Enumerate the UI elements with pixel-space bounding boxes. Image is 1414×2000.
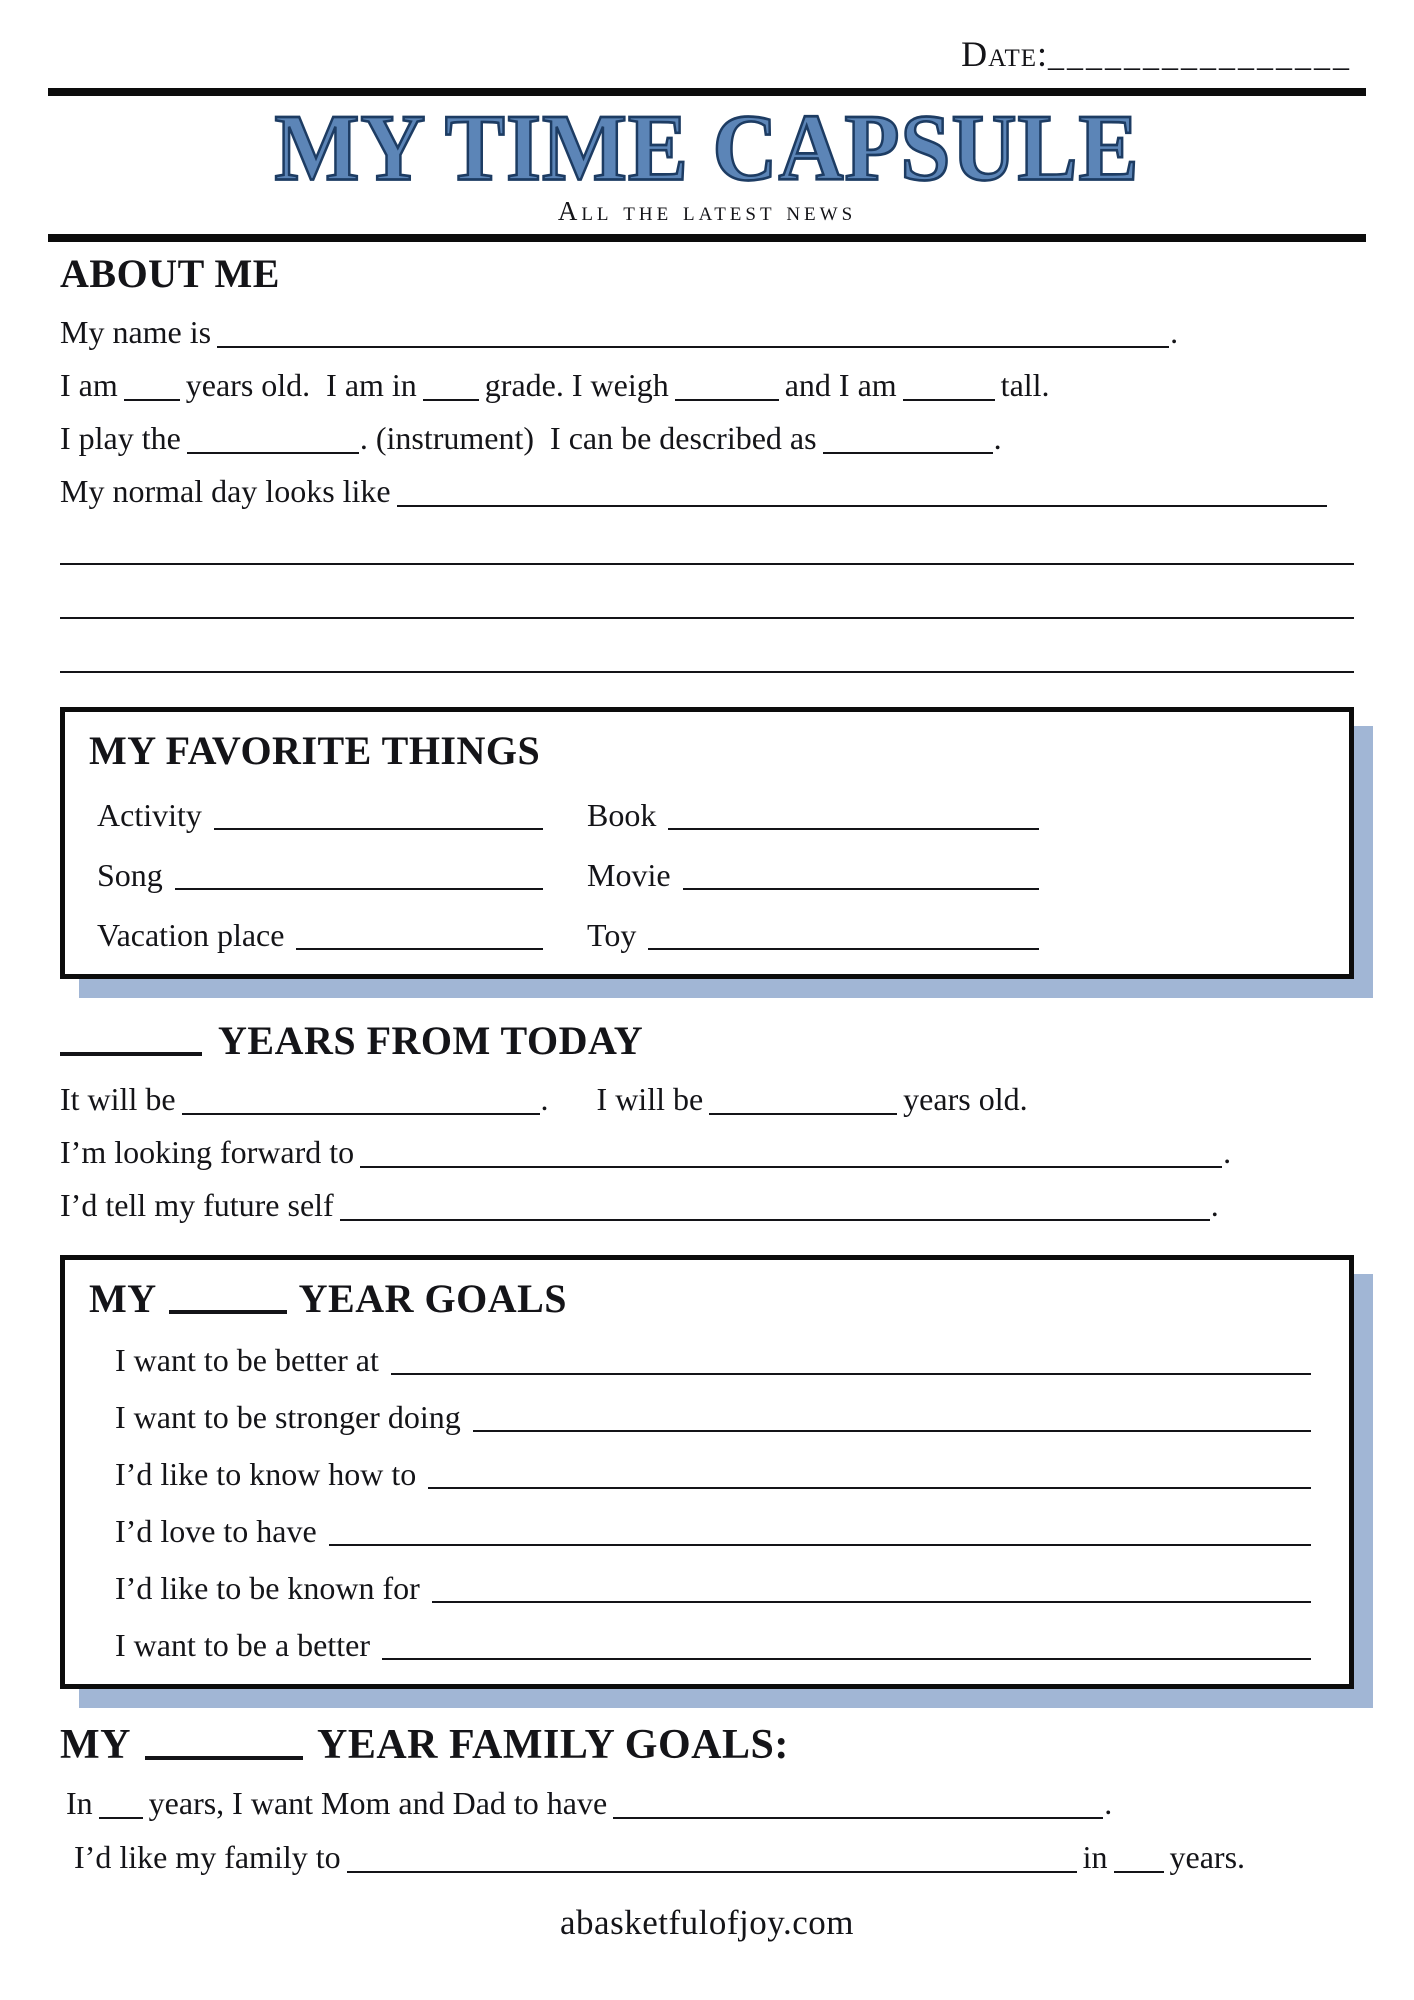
future-heading	[60, 1017, 1354, 1065]
age-suffix: years old.	[185, 366, 311, 403]
favorite-toy-field	[587, 914, 1039, 956]
family-like-blank	[347, 1841, 1077, 1873]
goal-row	[89, 1510, 1319, 1552]
describe-label: I can be described as	[550, 419, 817, 456]
age-label: I am	[60, 366, 118, 403]
goal-love-to-have-blank	[329, 1544, 1311, 1546]
family-in-period: .	[1104, 1784, 1113, 1821]
iwillbe-label: I will be	[596, 1080, 704, 1117]
website-footer: abasketfulofjoy.com	[560, 1902, 854, 1942]
toy-label: Toy	[587, 916, 637, 953]
about-line-day	[60, 471, 1354, 511]
age-blank	[124, 369, 180, 401]
activity-label: Activity	[97, 796, 202, 833]
family-goals-heading	[60, 1719, 1354, 1771]
goal-better-at-label: I want to be better at	[115, 1341, 379, 1378]
toy-blank	[648, 948, 1039, 950]
date-blank: ________________	[1048, 37, 1352, 73]
height-suffix: tall.	[1000, 366, 1050, 403]
favorites-row	[89, 914, 1319, 956]
favorites-heading: MY FAVORITE THINGS	[89, 727, 541, 773]
song-label: Song	[97, 856, 163, 893]
family-heading-pre: MY	[60, 1721, 131, 1768]
goal-love-to-have-label: I’d love to have	[115, 1512, 317, 1549]
vacation-place-label: Vacation place	[97, 916, 285, 953]
family-in-suffix: years, I want Mom and Dad to have	[148, 1784, 608, 1821]
future-line-forward	[60, 1132, 1354, 1172]
favorites-row	[89, 854, 1319, 896]
goal-row	[89, 1567, 1319, 1609]
weight-suffix: and I am	[784, 366, 897, 403]
future-line-tell	[60, 1185, 1354, 1225]
goal-known-for-label: I’d like to be known for	[115, 1569, 420, 1606]
name-label: My name is	[60, 313, 212, 350]
masthead	[60, 95, 1354, 228]
instrument-suffix: . (instrument)	[359, 419, 535, 456]
favorite-activity-field	[97, 794, 543, 836]
goal-row	[89, 1453, 1319, 1495]
goal-better-at-blank	[391, 1373, 1311, 1375]
normal-day-blank	[397, 475, 1327, 507]
family-parents-blank	[613, 1787, 1103, 1819]
grade-label: I am in	[326, 366, 417, 403]
goal-row	[89, 1624, 1319, 1666]
favorite-movie-field	[587, 854, 1039, 896]
goals-heading-pre: MY	[89, 1275, 157, 1321]
book-label: Book	[587, 796, 657, 833]
name-blank	[217, 316, 1169, 348]
year-goals-box	[60, 1255, 1354, 1689]
song-blank	[175, 888, 543, 890]
goal-row	[89, 1396, 1319, 1438]
writing-line	[60, 617, 1354, 619]
itwillbe-period: .	[540, 1080, 549, 1117]
writing-line	[60, 563, 1354, 565]
goal-know-how-blank	[428, 1487, 1311, 1489]
family-line-parents	[60, 1783, 1354, 1823]
instrument-label: I play the	[60, 419, 181, 456]
future-years-blank	[60, 1022, 202, 1056]
book-blank	[668, 828, 1039, 830]
masthead-rule	[48, 234, 1366, 242]
movie-blank	[683, 888, 1039, 890]
page-title: MY TIME CAPSULE	[274, 95, 1140, 201]
about-line-age	[60, 365, 1354, 405]
tell-blank	[340, 1189, 1210, 1221]
activity-blank	[214, 828, 543, 830]
goal-stronger-blank	[473, 1430, 1311, 1432]
grade-suffix: grade. I weigh	[484, 366, 669, 403]
favorite-song-field	[97, 854, 543, 896]
goal-stronger-label: I want to be stronger doing	[115, 1398, 461, 1435]
family-like-years-blank	[1114, 1841, 1164, 1873]
name-period: .	[1170, 313, 1179, 350]
favorite-things-box	[60, 707, 1354, 979]
favorites-row	[89, 794, 1319, 836]
date-row	[60, 30, 1354, 78]
iwillbe-suffix: years old.	[903, 1080, 1028, 1117]
describe-period: .	[993, 419, 1002, 456]
goal-be-a-better-blank	[382, 1658, 1311, 1660]
family-like-label: I’d like my family to	[74, 1838, 341, 1875]
future-heading-label: YEARS FROM TODAY	[218, 1017, 644, 1063]
forward-period: .	[1223, 1133, 1232, 1170]
family-like-suffix: years.	[1169, 1838, 1246, 1875]
vacation-place-blank	[296, 948, 543, 950]
goal-be-a-better-label: I want to be a better	[115, 1626, 370, 1663]
tagline: All the latest news	[557, 195, 857, 226]
future-age-blank	[709, 1083, 897, 1115]
favorite-vacation-field	[97, 914, 543, 956]
goal-known-for-blank	[432, 1601, 1311, 1603]
normal-day-label: My normal day looks like	[60, 472, 391, 509]
goals-heading-post: YEAR GOALS	[298, 1275, 568, 1321]
family-in-label: In	[66, 1784, 93, 1821]
family-like-mid: in	[1082, 1838, 1108, 1875]
date-label: Date:	[961, 34, 1048, 74]
about-heading: ABOUT ME	[60, 250, 280, 296]
itwillbe-label: It will be	[60, 1080, 176, 1117]
movie-label: Movie	[587, 856, 671, 893]
instrument-blank	[187, 422, 359, 454]
forward-blank	[360, 1136, 1222, 1168]
future-line-itwillbe	[60, 1079, 1354, 1119]
family-heading-post: YEAR FAMILY GOALS:	[316, 1721, 789, 1768]
height-blank	[903, 369, 995, 401]
future-year-blank	[182, 1083, 540, 1115]
grade-blank	[423, 369, 479, 401]
tell-label: I’d tell my future self	[60, 1186, 334, 1223]
tell-period: .	[1210, 1186, 1219, 1223]
goal-know-how-label: I’d like to know how to	[115, 1455, 417, 1492]
writing-line	[60, 671, 1354, 673]
about-line-name	[60, 312, 1354, 352]
describe-blank	[823, 422, 993, 454]
family-years-blank	[145, 1726, 303, 1760]
goals-years-blank	[169, 1280, 287, 1314]
forward-label: I’m looking forward to	[60, 1133, 355, 1170]
family-line-like	[60, 1837, 1354, 1877]
about-line-instrument	[60, 418, 1354, 458]
goal-row	[89, 1339, 1319, 1381]
family-in-years-blank	[99, 1787, 143, 1819]
weight-blank	[675, 369, 779, 401]
favorite-book-field	[587, 794, 1039, 836]
goals-heading	[89, 1274, 1319, 1324]
